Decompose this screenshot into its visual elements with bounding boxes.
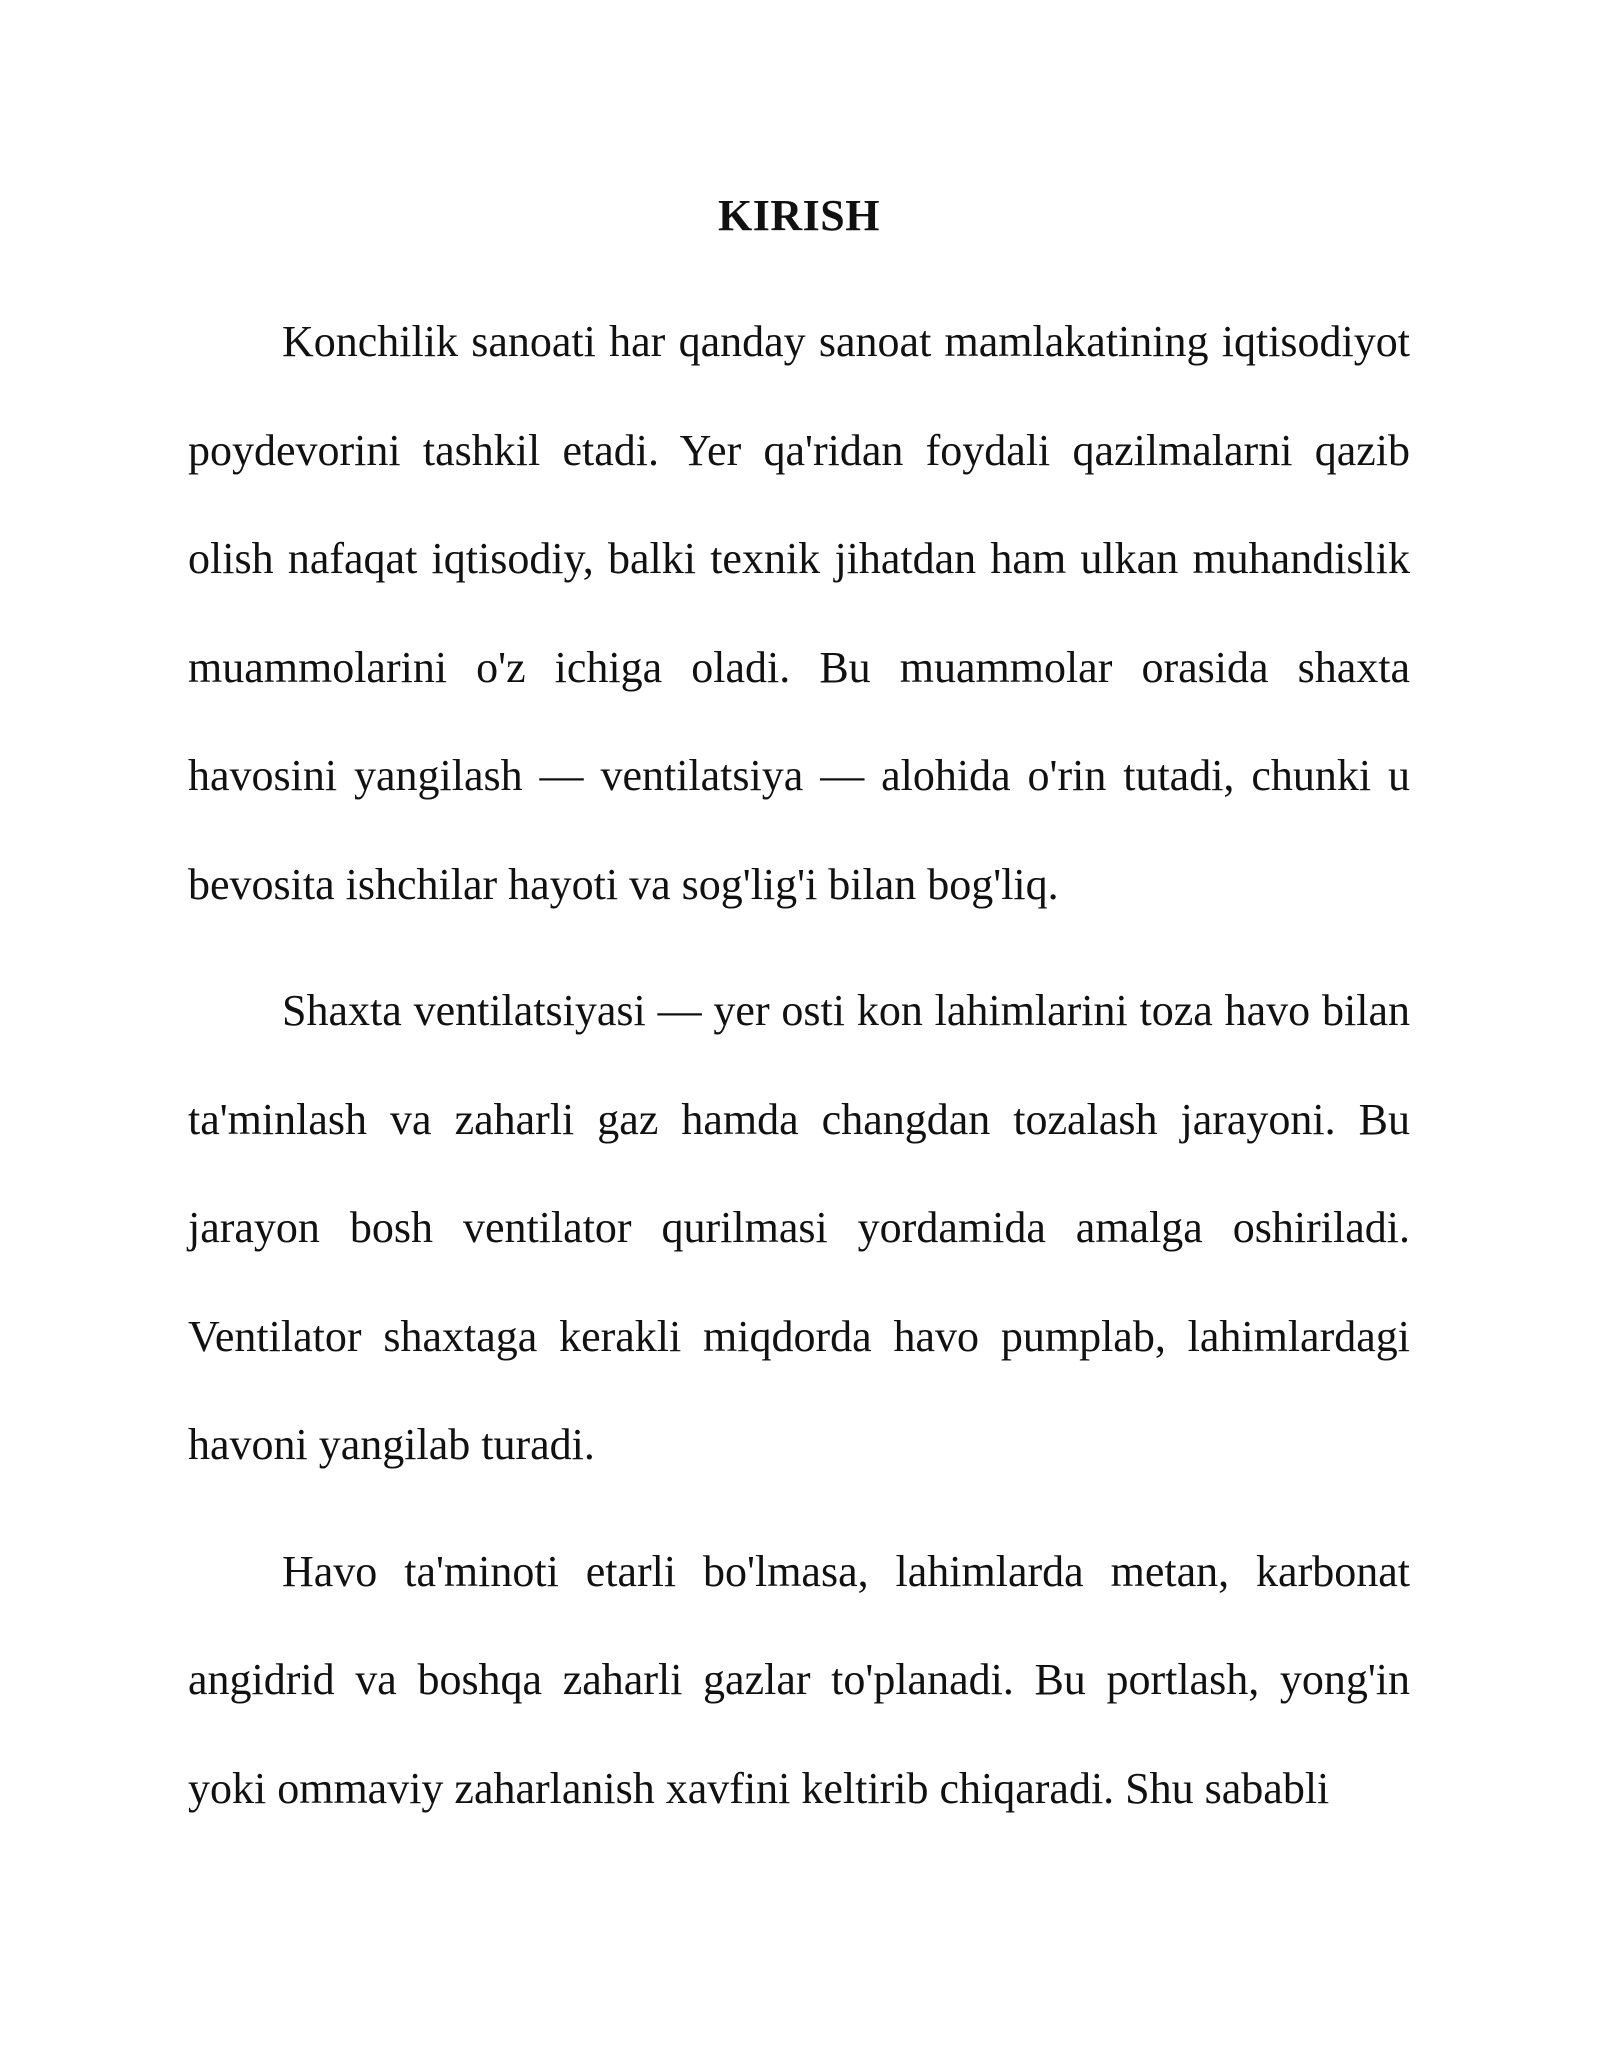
paragraph-1: Konchilik sanoati har qanday sanoat mamlakatining iqtisodiyot poydevorini tashkil etadi. Yer qa'ridan foydali qazilmalarni qazib olish nafaqat iqtisodiy, balki texnik jihatdan ham ulkan muhandislik muammolarini o'z ichiga oladi. Bu muammolar orasida shaxta havosini yangilash — ventilatsiya — alohida o'rin tutadi, chunki u bevosita ishchilar hayoti va sog'lig'i bilan bog'liq.	[188, 317, 1410, 909]
paragraph-3: Havo ta'minoti etarli bo'lmasa, lahimlarda metan, karbonat angidrid va boshqa zaharli gazlar to'planadi. Bu portlash, yong'in yoki ommaviy zaharlanish xavfini keltirib chiqaradi. Shu sababli	[188, 1546, 1410, 1813]
section-heading: KIRISH	[718, 191, 880, 240]
document-body	[188, 180, 1410, 1843]
paragraph-2: Shaxta ventilatsiyasi — yer osti kon lahimlarini toza havo bilan ta'minlash va zaharli gaz hamda changdan tozalash jarayoni. Bu jarayon bosh ventilator qurilmasi yordamida amalga oshiriladi. Ventilator shaxtaga kerakli miqdorda havo pumplab, lahimlardagi havoni yangilab turadi.	[188, 986, 1410, 1469]
